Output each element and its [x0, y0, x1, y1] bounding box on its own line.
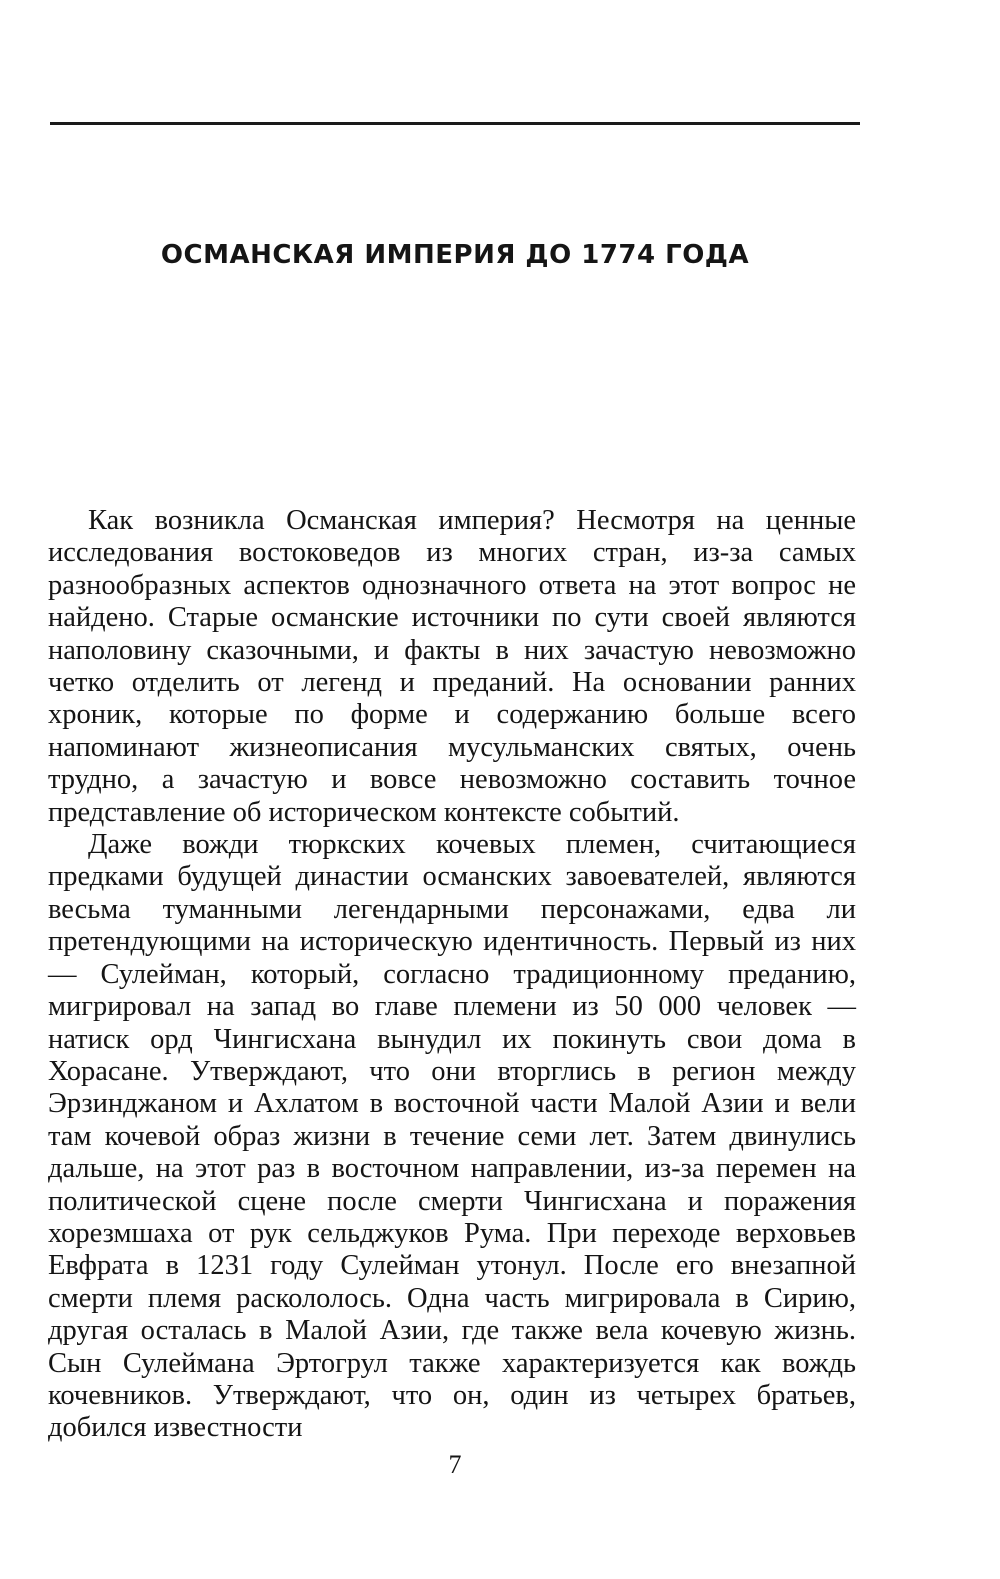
body-text [48, 505, 856, 1445]
paragraph-1: Как возникла Османская империя? Несмотря на ценные исследования востоковедов из многих стран, из-за самых разнообразных аспектов однозначного ответа на этот вопрос не найдено. Старые османские источники по сути своей являются наполовину сказочными, и факты в них зачастую невозможно четко отделить от легенд и преданий. На основании ранних хроник, которые по форме и содержанию больше всего напоминают жизнеописания мусульманских святых, очень трудно, а зачастую и вовсе невозможно составить точное представление об историческом контексте событий. [48, 505, 856, 828]
chapter-title: ОСМАНСКАЯ ИМПЕРИЯ ДО 1774 ГОДА [160, 240, 750, 270]
page-number: 7 [448, 1450, 462, 1479]
header-rule [50, 122, 860, 125]
paragraph-2: Даже вожди тюркских кочевых племен, считающиеся предками будущей династии османских завоевателей, являются весьма туманными легендарными персонажами, едва ли претендующими на историческую идентичность. Первый из них — Сулейман, который, согласно традиционному преданию, мигрировал на запад во главе племени из 50 000 человек — натиск орд Чингисхана вынудил их покинуть свои дома в Хорасане. Утверждают, что они вторглись в регион между Эрзинджаном и Ахлатом в восточной части Малой Азии и вели там кочевой образ жизни в течение семи лет. Затем двинулись дальше, на этот раз в восточном направлении, из-за перемен на политической сцене после смерти Чингисхана и поражения хорезмшаха от рук сельджуков Рума. При переходе верховьев Евфрата в 1231 году Сулейман утонул. После его внезапной смерти племя раскололось. Одна часть мигрировала в Сирию, другая осталась в Малой Азии, где также вела кочевую жизнь. Сын Сулеймана Эртогрул также характеризуется как вождь кочевников. Утверждают, что он, один из четырех братьев, добился известности [48, 829, 856, 1444]
